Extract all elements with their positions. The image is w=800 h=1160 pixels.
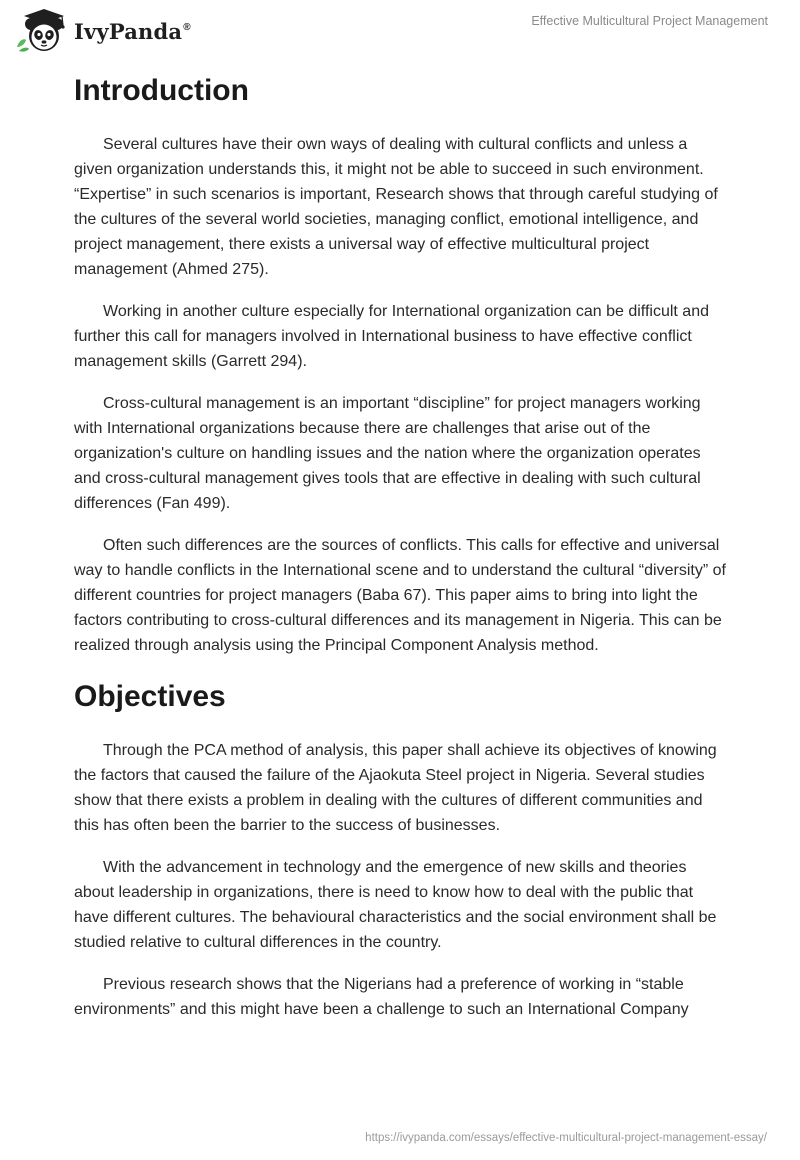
paragraph: Cross-cultural management is an important “discipline” for project managers working with International organizations because there are challenges that arise out of the organization's culture on handling issues and the nation where the organization operates and cross-cultural management gives tools that are effective in dealing with such cultural differences (Fan 499). bbox=[74, 395, 701, 512]
panda-graduate-icon bbox=[14, 7, 70, 53]
section-heading-objectives: Objectives bbox=[74, 680, 226, 713]
page-header bbox=[0, 0, 800, 60]
brand-name: IvyPanda® bbox=[74, 18, 191, 44]
registered-mark: ® bbox=[183, 21, 191, 33]
ivypanda-logo[interactable] bbox=[14, 7, 191, 53]
paragraph: With the advancement in technology and the emergence of new skills and theories about leadership in organizations, there is need to know how to deal with the public that have different cultures. The behavioural characteristics and the social environment shall be studied relative to cultural differences in the country. bbox=[74, 859, 717, 951]
paragraph: Previous research shows that the Nigerians had a preference of working in “stable environments” and this might have been a challenge to such an International Company bbox=[74, 976, 689, 1018]
paragraph: Working in another culture especially for International organization can be difficult and further this call for managers involved in International business to have effective conflict management skills (Garrett 294). bbox=[74, 303, 709, 370]
document-title: Effective Multicultural Project Management bbox=[531, 14, 768, 28]
paragraph: Several cultures have their own ways of dealing with cultural conflicts and unless a given organization understands this, it might not be able to succeed in such environment. “Expertise” in such scenarios is important, Research shows that through careful studying of the cultures of the several world societies, managing conflict, emotional intelligence, and project management, there exists a universal way of effective multicultural project management (Ahmed 275). bbox=[74, 136, 718, 278]
source-url-link[interactable]: https://ivypanda.com/essays/effective-multicultural-project-management-essay/ bbox=[365, 1132, 767, 1144]
essay-content bbox=[74, 70, 726, 1039]
paragraph: Through the PCA method of analysis, this paper shall achieve its objectives of knowing the factors that caused the failure of the Ajaokuta Steel project in Nigeria. Several studies show that there exists a problem in dealing with the cultures of different communities and this has often been the barrier to the success of businesses. bbox=[74, 742, 717, 834]
paragraph: Often such differences are the sources of conflicts. This calls for effective and universal way to handle conflicts in the International scene and to understand the cultural “diversity” of different countries for project managers (Baba 67). This paper aims to bring into light the factors contributing to cross-cultural differences and its management in Nigeria. This can be realized through analysis using the Principal Component Analysis method. bbox=[74, 537, 726, 654]
section-heading-introduction: Introduction bbox=[74, 74, 249, 107]
